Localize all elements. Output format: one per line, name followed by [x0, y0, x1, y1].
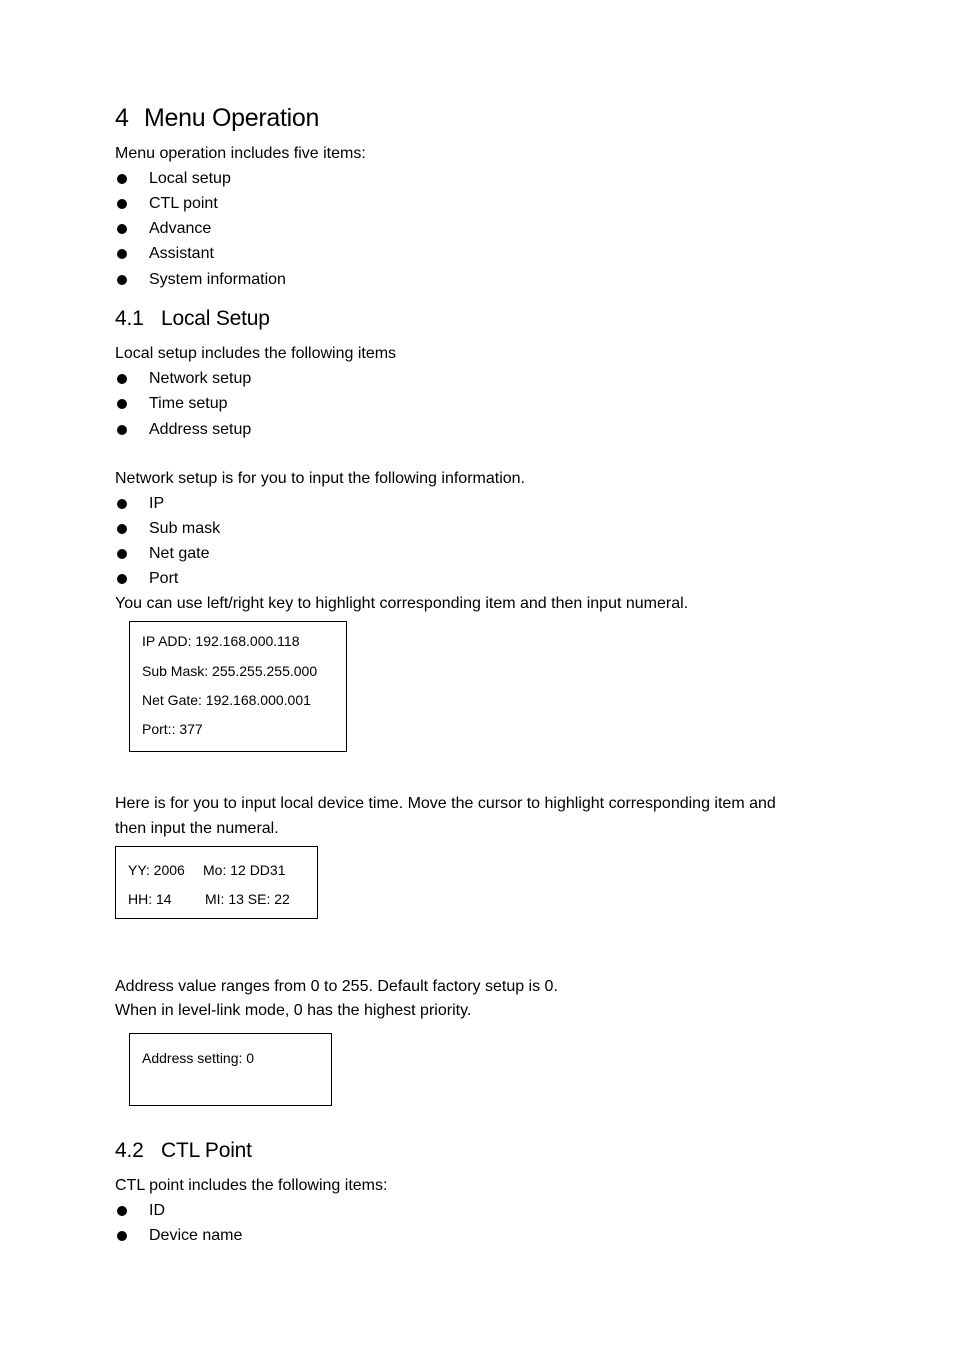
address-note-line1: Address value ranges from 0 to 255. Default factory setup is 0. [115, 978, 558, 995]
bullet-icon [117, 174, 127, 184]
section-4-1-title: Local Setup [161, 307, 270, 330]
section-4-2-intro: CTL point includes the following items: [115, 1177, 388, 1194]
time-note-line1: Here is for you to input local device time. Move the cursor to highlight corresponding item and [115, 795, 776, 812]
minute-second-value: MI: 13 SE: 22 [205, 891, 290, 907]
section-4-2-title: CTL Point [161, 1139, 252, 1162]
section-4-number: 4 [115, 104, 129, 132]
address-note-line2: When in level-link mode, 0 has the highest priority. [115, 1002, 472, 1019]
bullet-icon [117, 1231, 127, 1241]
time-settings-box [115, 846, 318, 919]
list-item: Local setup [149, 170, 231, 187]
ip-address-value: IP ADD: 192.168.000.118 [142, 633, 300, 649]
section-4-1-intro: Local setup includes the following items [115, 345, 397, 362]
list-item: System information [149, 271, 286, 288]
bullet-icon [117, 249, 127, 259]
network-intro: Network setup is for you to input the following information. [115, 470, 525, 487]
bullet-icon [117, 524, 127, 534]
list-item: Net gate [149, 545, 210, 562]
month-day-value: Mo: 12 DD31 [203, 862, 286, 878]
list-item: Address setup [149, 421, 252, 438]
bullet-icon [117, 425, 127, 435]
section-4-title: Menu Operation [144, 104, 320, 132]
bullet-icon [117, 574, 127, 584]
section-4-2-number: 4.2 [115, 1139, 144, 1162]
bullet-icon [117, 549, 127, 559]
address-setting-value: Address setting: 0 [142, 1050, 255, 1066]
sub-mask-value: Sub Mask: 255.255.255.000 [142, 663, 318, 679]
section-4-1-number: 4.1 [115, 307, 144, 330]
bullet-icon [117, 224, 127, 234]
list-item: Advance [149, 220, 212, 237]
address-settings-box [129, 1033, 332, 1106]
list-item: Sub mask [149, 520, 221, 537]
bullet-icon [117, 275, 127, 285]
network-note: You can use left/right key to highlight corresponding item and then input numeral. [115, 595, 689, 612]
bullet-icon [117, 1206, 127, 1216]
network-settings-box [129, 621, 347, 752]
year-value: YY: 2006 [128, 862, 185, 878]
bullet-icon [117, 499, 127, 509]
list-item: Network setup [149, 370, 252, 387]
net-gate-value: Net Gate: 192.168.000.001 [142, 692, 311, 708]
list-item: Time setup [149, 395, 228, 412]
list-item: Port [149, 570, 179, 587]
list-item: Assistant [149, 245, 214, 262]
section-4-intro: Menu operation includes five items: [115, 145, 366, 162]
port-value: Port:: 377 [142, 721, 203, 737]
list-item: ID [149, 1202, 165, 1219]
list-item: IP [149, 495, 165, 512]
list-item: Device name [149, 1227, 243, 1244]
list-item: CTL point [149, 195, 218, 212]
hour-value: HH: 14 [128, 891, 172, 907]
bullet-icon [117, 374, 127, 384]
bullet-icon [117, 199, 127, 209]
time-note-line2: then input the numeral. [115, 820, 279, 837]
bullet-icon [117, 399, 127, 409]
